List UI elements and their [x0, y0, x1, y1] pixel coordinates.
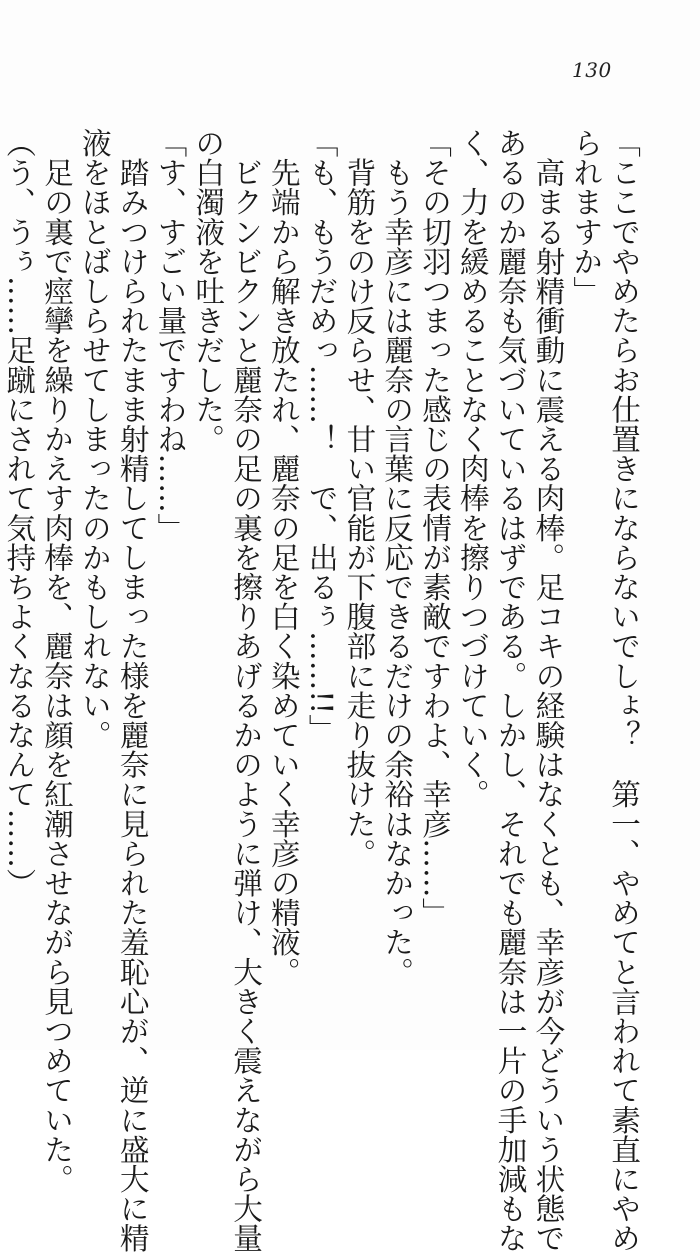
text-line: 背筋をのけ反らせ、甘い官能が下腹部に走り抜けた。 [342, 128, 377, 868]
vertical-body-text [0, 128, 642, 1253]
text-line: もう幸彦には麗奈の言葉に反応できるだけの余裕はなかった。 [380, 128, 415, 987]
text-line: 踏みつけられたまま射精してしまった様を麗奈に見られた羞恥心が、逆に盛大に精 [115, 128, 150, 1253]
text-line: ビクンビクンと麗奈の足の裏を擦りあげるかのように弾け、大きく震えながら大量 [229, 128, 264, 1253]
text-line: られますか」 [569, 128, 604, 306]
text-line: 高まる射精衝動に震える肉棒。足コキの経験はなくとも、幸彦が今どういう状態で [531, 128, 566, 1253]
text-line: の白濁液を吐きだした。 [191, 128, 226, 454]
text-line: 足の裏で痙攣を繰りかえす肉棒を、麗奈は顔を紅潮させながら見つめていた。 [40, 128, 75, 1194]
text-line: 「も、もうだめっ……！ で、出るぅ……!!」 [304, 128, 339, 744]
text-line: あるのか麗奈も気づいているはずである。しかし、それでも麗奈は一片の手加減もな [493, 128, 528, 1253]
text-line: 先端から解き放たれ、麗奈の足を白く染めていく幸彦の精液。 [266, 128, 301, 987]
text-line: 「その切羽つまった感じの表情が素敵ですわよ、幸彦……」 [418, 128, 453, 928]
text-line: （う、うぅ……足蹴にされて気持ちよくなるなんて……） [2, 128, 37, 898]
text-line: 液をほとばしらせてしまったのかもしれない。 [77, 128, 112, 750]
text-line: 「す、すごい量ですわね……」 [153, 128, 188, 543]
page-number: 130 [572, 58, 612, 82]
text-line: く、力を緩めることなく肉棒を擦りつづけていく。 [455, 128, 490, 809]
text-line: 「ここでやめたらお仕置きにならないでしょ？ 第一、やめてと言われて素直にやめ [607, 128, 641, 1253]
